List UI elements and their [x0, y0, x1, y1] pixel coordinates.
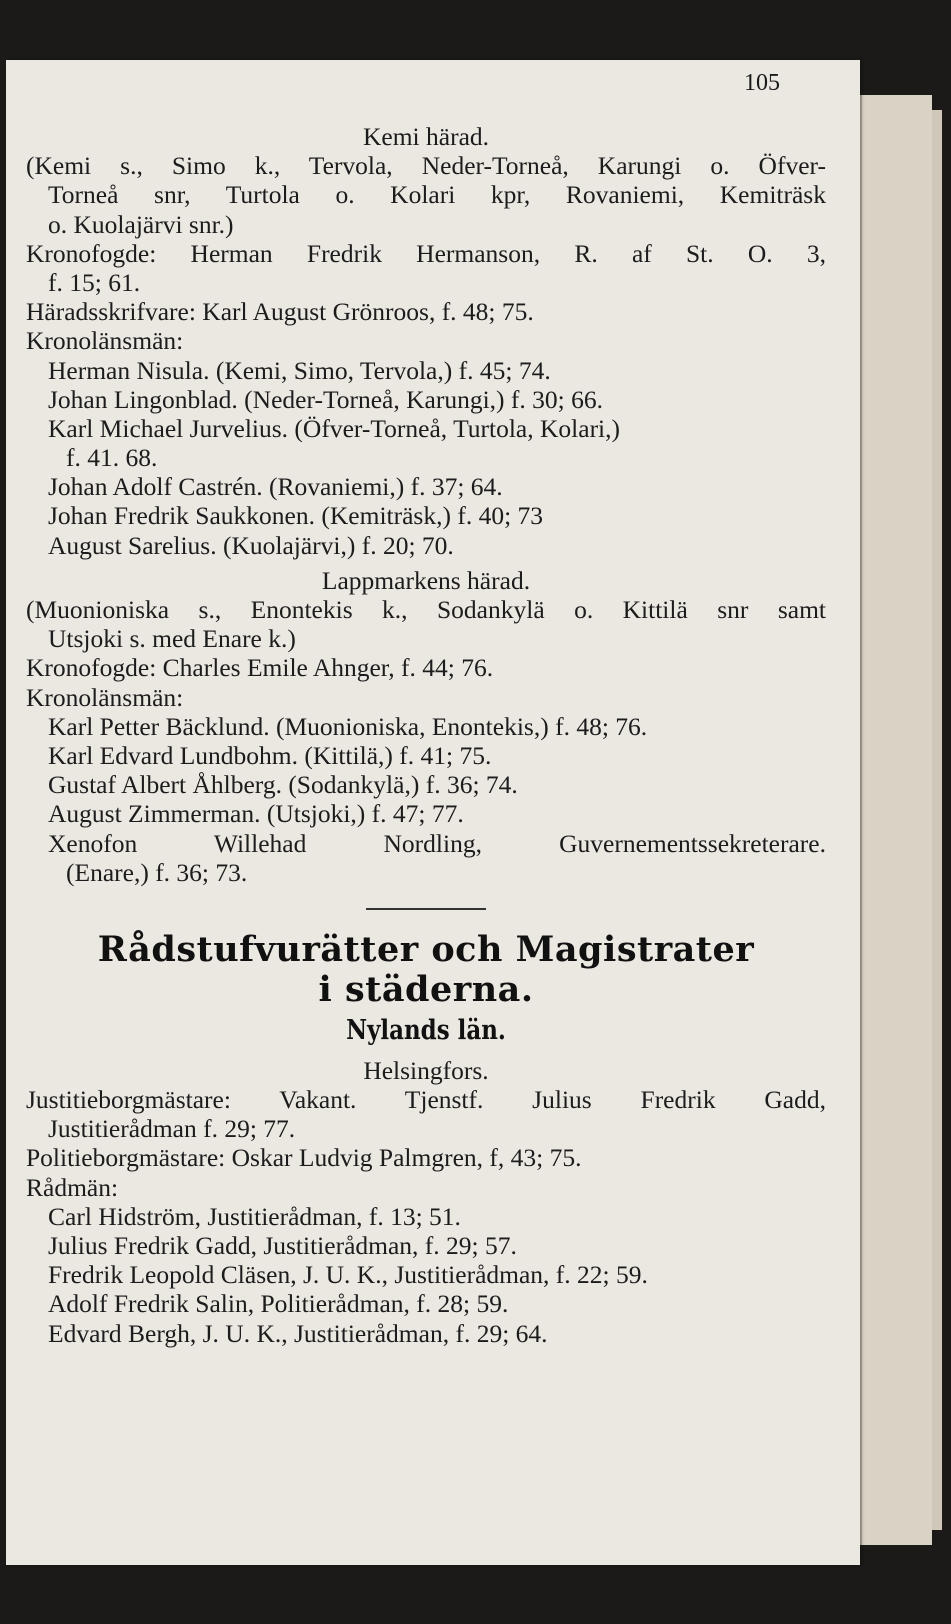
text-line: Kronofogde: Herman Fredrik Hermanson, R. af St. O. 3, [26, 238, 826, 268]
main-heading-line2: i städerna. [318, 968, 534, 1010]
list-item: Karl Petter Bäcklund. (Muonioniska, Enontekis,) f. 48; 76. [48, 711, 648, 741]
text-line: (Kemi s., Simo k., Tervola, Neder-Torneå, Karungi o. Öfver- [26, 151, 826, 181]
text-line: Kronofogde: Charles Emile Ahnger, f. 44; 76. [26, 653, 494, 683]
city-title: Helsingfors. [363, 1055, 489, 1085]
book-page [6, 60, 860, 1565]
text-line: Rådmän: [26, 1172, 119, 1202]
text-line: (Muonioniska s., Enontekis k., Sodankylä o. Kittilä snr samt [26, 595, 826, 624]
text-line: f. 15; 61. [48, 267, 141, 297]
list-item: (Enare,) f. 36; 73. [66, 857, 248, 887]
list-item: Johan Fredrik Saukkonen. (Kemiträsk,) f. 40; 73 [48, 501, 544, 531]
list-item: Herman Nisula. (Kemi, Simo, Tervola,) f. 45; 74. [48, 355, 551, 385]
text-line: Häradsskrifvare: Karl August Grönroos, f. 48; 75. [26, 297, 534, 327]
main-heading-line1: Rådstufvurätter och Magistrater [97, 928, 755, 970]
list-item: Xenofon Willehad Nordling, Guvernementssekreterare. [48, 828, 826, 858]
list-item: f. 41. 68. [66, 443, 158, 473]
list-item: Julius Fredrik Gadd, Justitierådman, f. 29; 57. [48, 1231, 517, 1260]
section-title-lappmarken: Lappmarkens härad. [321, 565, 531, 595]
list-item: Edvard Bergh, J. U. K., Justitierådman, f. 29; 64. [48, 1318, 548, 1348]
text-line: Justitierådman f. 29; 77. [48, 1114, 296, 1144]
region-heading: Nylands län. [346, 1014, 506, 1046]
list-item: August Sarelius. (Kuolajärvi,) f. 20; 70. [48, 530, 454, 560]
list-item: Johan Adolf Castrén. (Rovaniemi,) f. 37; 64. [48, 472, 503, 502]
section-title-kemi: Kemi härad. [362, 122, 490, 151]
list-item: August Zimmerman. (Utsjoki,) f. 47; 77. [48, 799, 464, 829]
text-line: Justitieborgmästare: Vakant. Tjenstf. Julius Fredrik Gadd, [26, 1085, 826, 1115]
section-divider [366, 908, 486, 910]
list-item: Gustaf Albert Åhlberg. (Sodankylä,) f. 36; 74. [48, 770, 518, 800]
list-item: Karl Michael Jurvelius. (Öfver-Torneå, Turtola, Kolari,) [48, 413, 621, 443]
page-edge [860, 95, 932, 1545]
list-item: Adolf Fredrik Salin, Politierådman, f. 28; 59. [48, 1289, 509, 1319]
text-line: Utsjoki s. med Enare k.) [48, 624, 296, 654]
list-item: Fredrik Leopold Cläsen, J. U. K., Justitierådman, f. 22; 59. [48, 1260, 648, 1290]
text-line: Kronolänsmän: [26, 326, 184, 356]
list-item: Karl Edvard Lundbohm. (Kittilä,) f. 41; 75. [48, 740, 492, 770]
list-item: Johan Lingonblad. (Neder-Torneå, Karungi,) f. 30; 66. [48, 384, 603, 414]
page-number: 105 [744, 70, 780, 96]
text-line: Torneå snr, Turtola o. Kolari kpr, Rovaniemi, Kemiträsk [48, 180, 826, 210]
list-item: Carl Hidström, Justitierådman, f. 13; 51. [48, 1201, 461, 1231]
text-line: Kronolänsmän: [26, 682, 184, 712]
page-content [26, 122, 826, 1348]
text-line: Politieborgmästare: Oskar Ludvig Palmgren, f, 43; 75. [26, 1143, 582, 1173]
text-line: o. Kuolajärvi snr.) [48, 209, 234, 239]
